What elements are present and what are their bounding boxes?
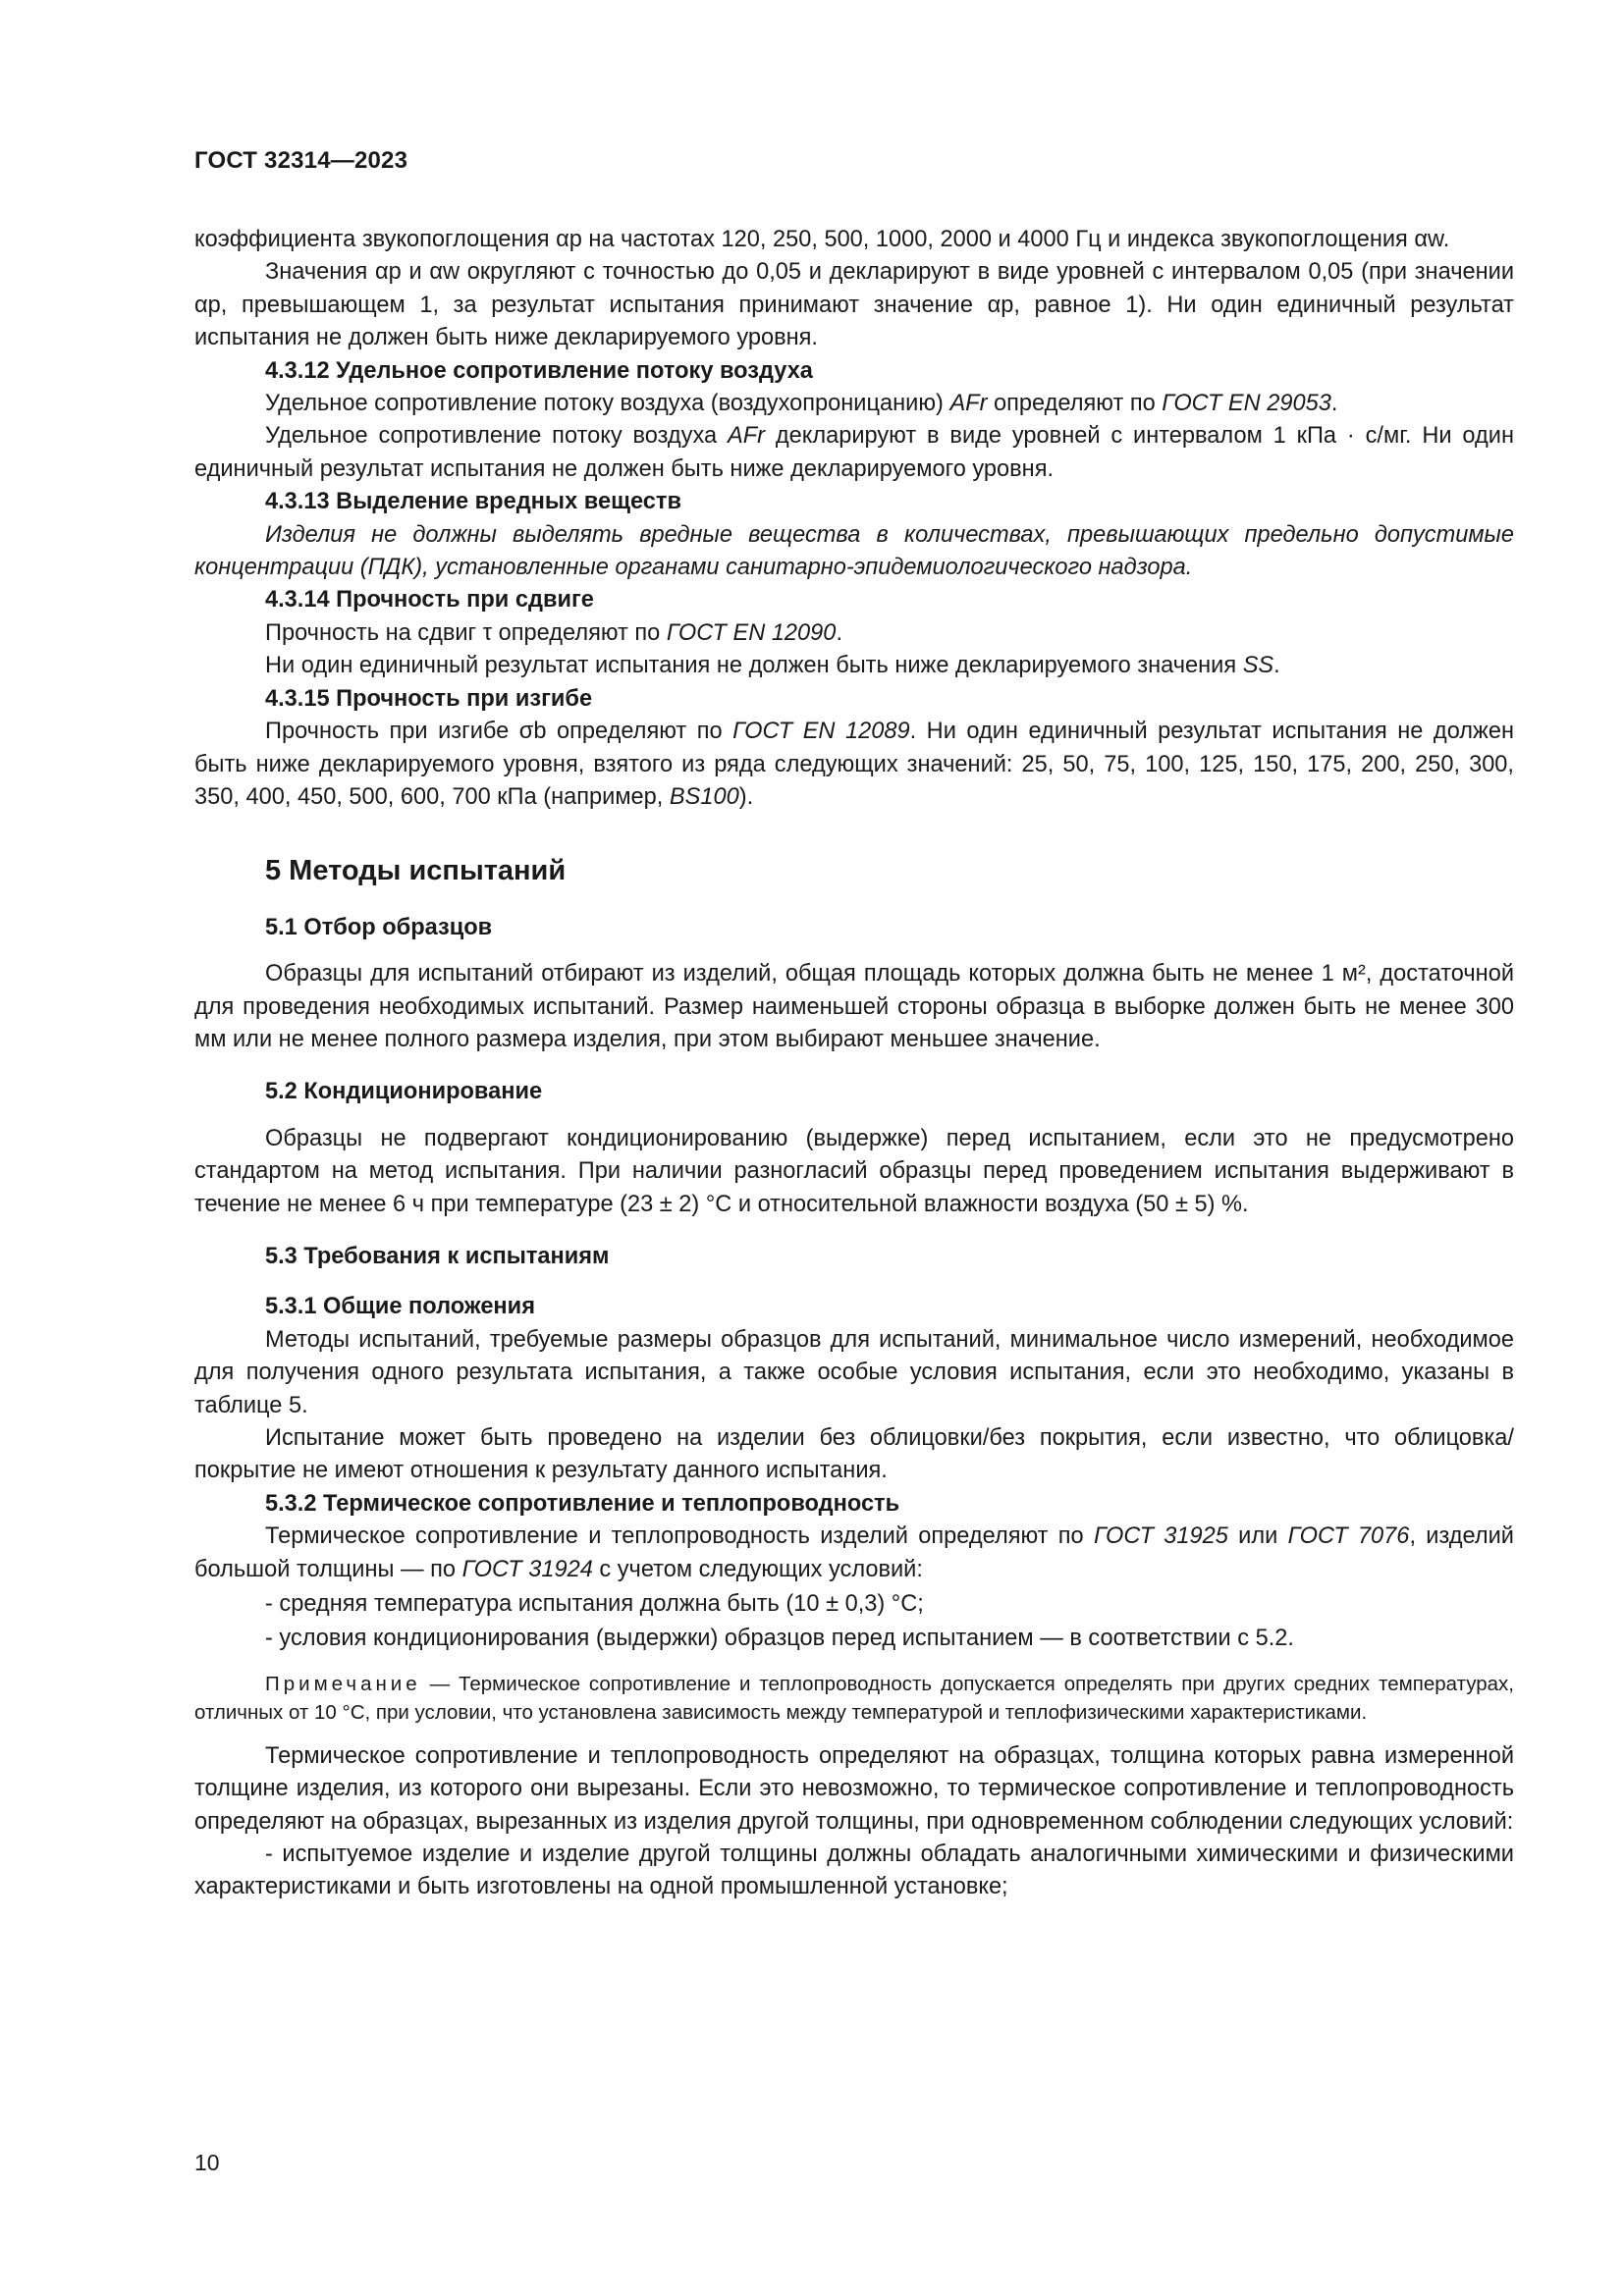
text-run: . bbox=[836, 619, 842, 646]
text-run: Термическое сопротивление и теплопроводность изделий определяют по bbox=[265, 1523, 1094, 1550]
heading-5-2: 5.2 Кондиционирование bbox=[265, 1079, 543, 1105]
text-run: Ни один единичный результат испытания не должен быть ниже декларируемого значения bbox=[265, 653, 1243, 679]
text-run: декларируют в виде уровней с интервалом 1 кПа · с/мг. Ни один единичный результат испытания не должен быть ниже декларируемого уровня. bbox=[194, 423, 1514, 482]
standard-ref: ГОСТ 7076 bbox=[1287, 1523, 1410, 1550]
document-body bbox=[194, 224, 1514, 1904]
standard-ref: ГОСТ EN 12089 bbox=[732, 719, 910, 745]
paragraph-5-3-2-1 bbox=[194, 1521, 1514, 1586]
heading-section-5: 5 Методы испытаний bbox=[265, 855, 567, 887]
page-number: 10 bbox=[194, 2150, 220, 2175]
text-run: Изделия не должны выделять вредные вещества в количествах, превышающих предельно допустимые концентрации (ПДК), установленные органами санитарно-эпидемиологического надзора. bbox=[194, 521, 1514, 581]
paragraph-5-3-1-2: Испытание может быть проведено на изделии без облицовки/без покрытия, если известно, что облицовка/покрытие не имеют отношения к результату данного испытания. bbox=[194, 1425, 1514, 1484]
text-run: ). bbox=[738, 783, 754, 810]
standard-ref: ГОСТ EN 12090 bbox=[666, 619, 837, 646]
heading-4-3-13: 4.3.13 Выделение вредных веществ bbox=[265, 489, 681, 515]
heading-4-3-15: 4.3.15 Прочность при изгибе bbox=[265, 685, 593, 712]
list-item-3: - испытуемое изделие и изделие другой толщины должны обладать аналогичными химическими и физическими характеристиками и быть изготовлены на одной промышленной установке; bbox=[194, 1842, 1514, 1900]
text-run: , изделий большой толщины — по bbox=[194, 1523, 1514, 1582]
text-run: с учетом следующих условий: bbox=[592, 1556, 923, 1582]
paragraph-5-2-1: Образцы не подвергают кондиционированию (выдержке) перед испытанием, если это не предусмотрено стандартом на метод испытания. При наличии разногласий образцы перед проведением испытания выдерживают в течение не менее 6 ч при температуре (23 ± 2) °С и относительной влажности воздуха (50 ± 5) %. bbox=[194, 1125, 1514, 1217]
symbol-ss: SS bbox=[1242, 653, 1274, 679]
standard-ref: ГОСТ 31924 bbox=[461, 1556, 593, 1582]
paragraph-5-3-1-1: Методы испытаний, требуемые размеры образцов для испытаний, минимальное число измерений, необходимое для получения одного результата испытания, а также особые условия испытания, если это необходимо, указаны в таблице 5. bbox=[194, 1326, 1514, 1418]
page-header: ГОСТ 32314—2023 bbox=[194, 147, 408, 174]
text-run: Прочность на сдвиг τ определяют по bbox=[265, 619, 667, 646]
symbol-bs100: BS100 bbox=[669, 783, 739, 810]
paragraph-alpha-2: Значения αp и αw округляют с точностью до 0,05 и декларируют в виде уровней с интервалом 0,05 (при значении αp, превышающем 1, за результат испытания принимают значение αp, равное 1). Ни один единичный результат испытания не должен быть ниже декларируемого уровня. bbox=[194, 259, 1514, 351]
text-run: . bbox=[1330, 391, 1338, 417]
note-text: — Термическое сопротивление и теплопроводность допускается определять при других средних температурах, отличных от 10 °С, при условии, что установлена зависимость между температурой и теплофизическими характеристиками. bbox=[194, 1672, 1514, 1724]
paragraph-alpha-1: коэффициента звукопоглощения αp на частотах 120, 250, 500, 1000, 2000 и 4000 Гц и индекса звукопоглощения αw. bbox=[194, 227, 1450, 252]
note bbox=[194, 1670, 1514, 1727]
note-label: Примечание bbox=[265, 1672, 421, 1695]
heading-5-1: 5.1 Отбор образцов bbox=[265, 914, 493, 940]
paragraph-4-3-12-1 bbox=[194, 388, 1514, 420]
paragraph-5-1-1: Образцы для испытаний отбирают из изделий, общая площадь которых должна быть не менее 1 м², достаточной для проведения необходимых испытаний. Размер наименьшей стороны образца в выборке должен быть не менее 300 мм или не менее полного размера изделия, при этом выбирают меньшее значение. bbox=[194, 961, 1514, 1052]
paragraph-5-3-2-2: Термическое сопротивление и теплопроводность определяют на образцах, толщина которых равна измеренной толщине изделия, из которого они вырезаны. Если это невозможно, то термическое сопротивление и теплопроводность определяют на образцах, вырезанных из изделия другой толщины, при одновременном соблюдении следующих условий: bbox=[194, 1742, 1514, 1835]
text-run: . Ни один единичный результат испытания не должен быть ниже декларируемого уровня, взятого из ряда следующих значений: 25, 50, 75, 100, 125, 150, 175, 200, 250, 300, 350, 400, 450, 500, 600, 700 кПа (например, bbox=[194, 719, 1514, 810]
text-run: . bbox=[1273, 653, 1280, 679]
list-item-2: - условия кондиционирования (выдержки) образцов перед испытанием — в соответствии с 5.2. bbox=[265, 1626, 1294, 1652]
standard-ref: ГОСТ EN 29053 bbox=[1162, 391, 1331, 417]
paragraph-4-3-12-2 bbox=[194, 420, 1514, 486]
text-run: Прочность при изгибе σb определяют по bbox=[265, 719, 733, 745]
symbol-afr: AFr bbox=[949, 391, 988, 417]
paragraph-4-3-13-1 bbox=[194, 519, 1514, 585]
list-item-1: - средняя температура испытания должна быть (10 ± 0,3) °С; bbox=[265, 1591, 924, 1618]
heading-4-3-14: 4.3.14 Прочность при сдвиге bbox=[265, 587, 594, 614]
heading-5-3: 5.3 Требования к испытаниям bbox=[265, 1243, 610, 1269]
standard-ref: ГОСТ 31925 bbox=[1093, 1523, 1228, 1550]
text-run: или bbox=[1227, 1523, 1288, 1550]
heading-4-3-12: 4.3.12 Удельное сопротивление потоку воздуха bbox=[265, 357, 813, 384]
heading-5-3-2: 5.3.2 Термическое сопротивление и теплопроводность bbox=[265, 1490, 900, 1517]
paragraph-4-3-14-2 bbox=[194, 650, 1514, 682]
heading-5-3-1: 5.3.1 Общие положения bbox=[265, 1294, 535, 1320]
text-run: определяют по bbox=[987, 391, 1163, 417]
paragraph-4-3-15-1 bbox=[194, 716, 1514, 814]
text-run: Удельное сопротивление потоку воздуха (воздухопроницанию) bbox=[265, 391, 950, 417]
text-run: Удельное сопротивление потоку воздуха bbox=[265, 423, 728, 450]
paragraph-4-3-14-1 bbox=[194, 617, 1514, 650]
symbol-afr: AFr bbox=[727, 423, 765, 450]
